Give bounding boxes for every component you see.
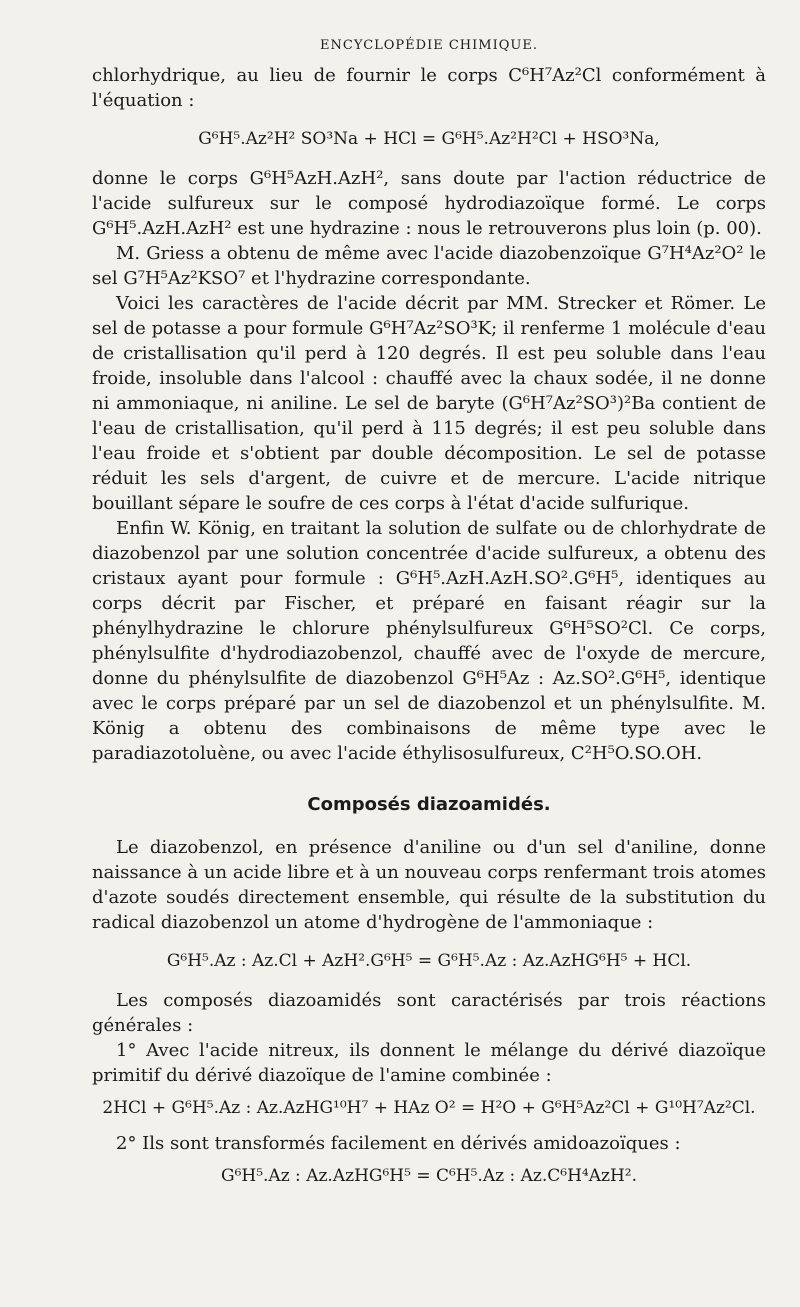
equation: G⁶H⁵.Az : Az.AzHG⁶H⁵ = C⁶H⁵.Az : Az.C⁶H⁴AzH². bbox=[220, 1166, 637, 1186]
equation: G⁶H⁵.Az²H² SO³Na + HCl = G⁶H⁵.Az²H²Cl + HSO³Na, bbox=[198, 129, 660, 149]
paragraph: Le diazobenzol, en présence d'aniline ou d'un sel d'aniline, donne naissance à un acide libre et à un nouveau corps renfermant trois atomes d'azote soudés directement ensemble, qui résulte de la substitution du radical diazobenzol un atome d'hydrogène de l'ammoniaque : bbox=[92, 837, 766, 933]
paragraph: donne le corps G⁶H⁵AzH.AzH², sans doute par l'action réductrice de l'acide sulfureux sur le composé hydrodiazoïque formé. Le corps G⁶H⁵.AzH.AzH² est une hydrazine : nous le retrouverons plus loin (p. 00). bbox=[92, 168, 766, 239]
paragraph: Voici les caractères de l'acide décrit par MM. Strecker et Römer. Le sel de potasse a pour formule G⁶H⁷Az²SO³K; il renferme 1 molécule d'eau de cristallisation qu'il perd à 120 degrés. Il est peu soluble dans l'eau froide, insoluble dans l'alcool : chauffé avec la chaux sodée, il ne donne ni ammoniaque, ni aniline. Le sel de baryte (G⁶H⁷Az²SO³)²Ba contient de l'eau de cristallisation, qu'il perd à 115 degrés; il est peu soluble dans l'eau froide et s'obtient par double décomposition. Le sel de potasse réduit les sels d'argent, de cuivre et de mercure. L'acide nitrique bouillant sépare le soufre de ces corps à l'état d'acide sulfurique. bbox=[92, 293, 766, 514]
equation: 2HCl + G⁶H⁵.Az : Az.AzHG¹⁰H⁷ + HAz O² = H²O + G⁶H⁵Az²Cl + G¹⁰H⁷Az²Cl. bbox=[102, 1098, 756, 1118]
equation: G⁶H⁵.Az : Az.Cl + AzH².G⁶H⁵ = G⁶H⁵.Az : Az.AzHG⁶H⁵ + HCl. bbox=[166, 951, 692, 971]
paragraph: M. Griess a obtenu de même avec l'acide diazobenzoïque G⁷H⁴Az²O² le sel G⁷H⁵Az²KSO⁷ et l'hydrazine correspondante. bbox=[92, 243, 766, 289]
paragraph: chlorhydrique, au lieu de fournir le corps C⁶H⁷Az²Cl conformément à l'équation : bbox=[92, 65, 766, 111]
paragraph: Les composés diazoamidés sont caractérisés par trois réactions générales : bbox=[92, 990, 766, 1036]
list-item: 1° Avec l'acide nitreux, ils donnent le mélange du dérivé diazoïque primitif du dérivé diazoïque de l'amine combinée : bbox=[92, 1040, 766, 1086]
list-item: 2° Ils sont transformés facilement en dérivés amidoazoïques : bbox=[116, 1133, 681, 1154]
section-title: Composés diazoamidés. bbox=[307, 794, 551, 815]
running-header: ENCYCLOPÉDIE CHIMIQUE. bbox=[320, 38, 538, 53]
paragraph: Enfin W. König, en traitant la solution de sulfate ou de chlorhydrate de diazobenzol par une solution concentrée d'acide sulfureux, a obtenu des cristaux ayant pour formule : G⁶H⁵.AzH.AzH.SO².G⁶H⁵, identiques au corps décrit par Fischer, et préparé en faisant réagir sur la phénylhydrazine le chlorure phénylsulfureux G⁶H⁵SO²Cl. Ce corps, phénylsulfite d'hydrodiazobenzol, chauffé avec de l'oxyde de mercure, donne du phénylsulfite de diazobenzol G⁶H⁵Az : Az.SO².G⁶H⁵, identique avec le corps préparé par un sel de diazobenzol et un phénylsulfite. M. König a obtenu des combinaisons de même type avec le paradiazotoluène, ou avec l'acide éthylisosulfureux, C²H⁵O.SO.OH. bbox=[92, 518, 766, 764]
